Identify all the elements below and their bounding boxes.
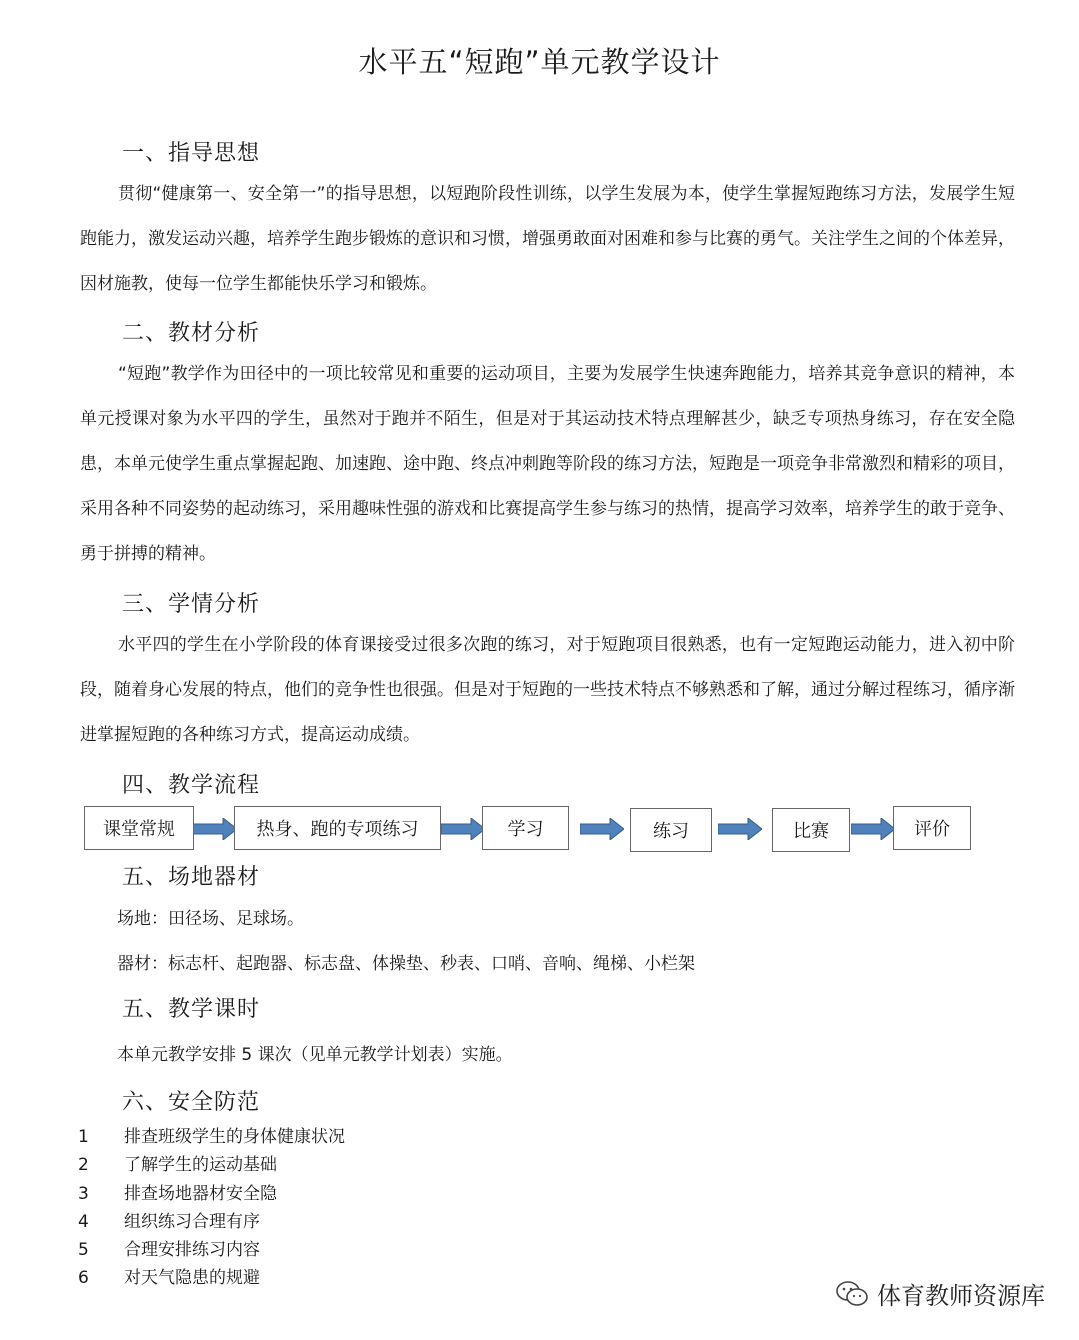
list-item: [78, 1150, 277, 1175]
arrow-right-icon: [851, 818, 895, 840]
section-heading-guiding-ideology: 一、指导思想: [122, 141, 261, 166]
flow-step-evaluation: 评价: [893, 806, 971, 850]
section-heading-learner-analysis: 三、学情分析: [122, 592, 261, 617]
material-analysis-paragraph: “短跑”教学作为田径中的一项比较常见和重要的运动项目，主要为发展学生快速奔跑能力，培养其竞争意识的精神，本单元授课对象为水平四的学生，虽然对于跑并不陌生，但是对于其运动技术特点理解甚少，缺乏专项热身练习，存在安全隐患，本单元使学生重点掌握起跑、加速跑、途中跑、终点冲刺跑等阶段的练习方法，短跑是一项竞争非常激烈和精彩的项目，采用各种不同姿势的起动练习，采用趣味性强的游戏和比赛提高学生参与练习的热情，提高学习效率，培养学生的敢于竞争、勇于拼搏的精神。: [80, 364, 1015, 564]
arrow-right-icon: [193, 818, 237, 840]
list-item: [78, 1179, 277, 1204]
list-item: [78, 1207, 260, 1232]
list-item-number: 2: [78, 1155, 89, 1175]
flow-step-learning: 学习: [482, 806, 569, 850]
wechat-icon: [835, 1280, 869, 1308]
list-item: [78, 1235, 260, 1260]
list-item-number: 1: [78, 1127, 89, 1147]
page-title: 水平五“短跑”单元教学设计: [358, 45, 721, 79]
section-heading-venue-equipment: 五、场地器材: [122, 865, 261, 890]
flow-step-competition: 比赛: [772, 808, 850, 852]
flow-step-warmup: 热身、跑的专项练习: [234, 806, 441, 850]
learner-analysis-paragraph: 水平四的学生在小学阶段的体育课接受过很多次跑的练习，对于短跑项目很熟悉，也有一定短跑运动能力，进入初中阶段，随着身心发展的特点，他们的竞争性也很强。但是对于短跑的一些技术特点不够熟悉和了解，通过分解过程练习，循序渐进掌握短跑的各种练习方式，提高运动成绩。: [80, 635, 1015, 745]
section-heading-safety: 六、安全防范: [122, 1090, 261, 1115]
list-item-text: 了解学生的运动基础: [124, 1155, 277, 1175]
section-heading-material-analysis: 二、教材分析: [122, 321, 261, 346]
list-item-text: 排查班级学生的身体健康状况: [124, 1127, 345, 1147]
section-heading-class-hours: 五、教学课时: [122, 997, 261, 1022]
class-hours-line: 本单元教学安排 5 课次（见单元教学计划表）实施。: [117, 1045, 513, 1065]
section-heading-teaching-flow: 四、教学流程: [122, 773, 261, 798]
list-item-number: 4: [78, 1212, 89, 1232]
list-item-number: 6: [78, 1268, 89, 1288]
list-item-text: 排查场地器材安全隐: [124, 1184, 277, 1204]
list-item: [78, 1122, 345, 1147]
flow-step-practice: 练习: [630, 808, 712, 852]
list-item-text: 合理安排练习内容: [124, 1240, 260, 1260]
list-item-text: 对天气隐患的规避: [124, 1268, 260, 1288]
guiding-ideology-paragraph: 贯彻“健康第一、安全第一”的指导思想，以短跑阶段性训练，以学生发展为本，使学生掌握短跑练习方法，发展学生短跑能力，激发运动兴趣，培养学生跑步锻炼的意识和习惯，增强勇敢面对困难和参与比赛的勇气。关注学生之间的个体差异，因材施教，使每一位学生都能快乐学习和锻炼。: [80, 184, 1015, 294]
list-item-text: 组织练习合理有序: [124, 1212, 260, 1232]
list-item-number: 3: [78, 1184, 89, 1204]
arrow-right-icon: [718, 818, 762, 840]
flow-step-routine: 课堂常规: [84, 806, 194, 850]
venue-line: 场地：田径场、足球场。: [117, 909, 304, 929]
watermark: [835, 1276, 1045, 1311]
equipment-line: 器材：标志杆、起跑器、标志盘、体操垫、秒表、口哨、音响、绳梯、小栏架: [117, 954, 695, 974]
list-item-number: 5: [78, 1240, 89, 1260]
arrow-right-icon: [580, 818, 624, 840]
watermark-text: 体育教师资源库: [877, 1282, 1045, 1310]
arrow-right-icon: [441, 818, 485, 840]
list-item: [78, 1263, 260, 1288]
